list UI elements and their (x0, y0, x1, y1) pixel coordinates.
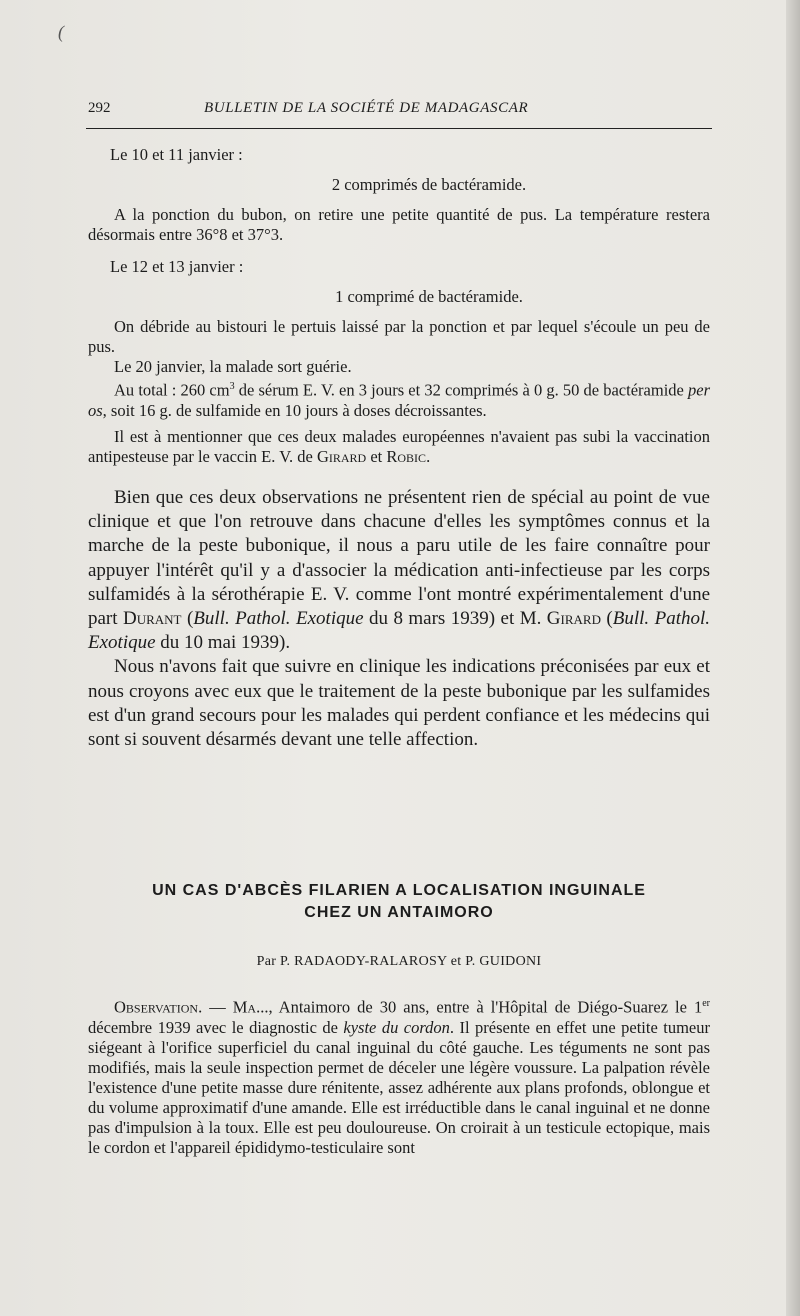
para-total (88, 377, 710, 421)
header-rule (86, 128, 712, 129)
running-title: BULLETIN DE LA SOCIÉTÉ DE MADAGASCAR (204, 100, 529, 116)
total-text-b: de sérum E. V. en 3 jours et 32 comprimés à 0 g. 50 de bactéramide (234, 380, 688, 400)
obs-text-a: , Antaimoro de 30 ans, entre à l'Hôpital de Diégo-Suarez le 1 (268, 997, 703, 1017)
patient-name: Ma... (232, 997, 269, 1017)
author-robic: Robic (386, 446, 427, 466)
observation-dash: — (202, 997, 233, 1017)
author-girard-2: Girard (546, 608, 601, 630)
dose-line-2: 1 comprimé de bactéramide. (335, 287, 523, 306)
para-debride: On débride au bistouri le pertuis laissé par la ponction et par lequel s'écoule un peu de pus. (88, 317, 710, 356)
page-edge-shadow (786, 0, 800, 1316)
case-notes (88, 145, 710, 467)
per-os: per os (88, 380, 710, 420)
discussion (88, 486, 710, 752)
para-sortie: Le 20 janvier, la malade sort guérie. (114, 357, 352, 376)
total-text-a: Au total : 260 cm (114, 380, 230, 400)
diagnosis: kyste du cordon (343, 1017, 450, 1037)
observation-para (88, 994, 710, 1158)
vacc-text: Il est à mentionner que ces deux malades européennes n'avaient pas subi la vaccination antipesteuse par le vaccin E. V. de (88, 426, 710, 466)
date-line-1: Le 10 et 11 janvier : (110, 145, 243, 164)
reference-2: Bull. Pathol. Exotique (88, 608, 711, 654)
running-header (88, 98, 712, 122)
article-title-line-2: CHEZ UN ANTAIMORO (304, 904, 494, 921)
page-number: 292 (88, 100, 111, 116)
obs-superscript: er (702, 998, 710, 1009)
p1-text-d: du 10 mai 1939). (155, 632, 291, 654)
p1-text-b: du 8 mars 1939) et M. (363, 608, 547, 630)
vacc-end: . (426, 446, 431, 466)
article-title-line-1: UN CAS D'ABCÈS FILARIEN A LOCALISATION INGUINALE (152, 882, 646, 899)
p1-text-a: Bien que ces deux observations ne présentent rien de spécial au point de vue clinique et que l'on retrouve dans chacune d'elles les symptômes connus et la marche de la peste bubonique, il nous a paru utile de les faire connaître pour appuyer l'intérêt qu'il y a d'associer la médication anti-infectieuse par les corps sulfamidés à la sérothérapie E. V. comme l'ont montré expérimentalement d'une part (88, 487, 710, 630)
obs-text-b: décembre 1939 avec le diagnostic de (88, 1017, 344, 1037)
discussion-para-1 (88, 486, 710, 655)
observation-label: Observation. (114, 997, 203, 1017)
article-authors: Par P. RADAODY-RALAROSY et P. GUIDONI (256, 954, 542, 969)
article-title (88, 880, 710, 924)
date-line-2: Le 12 et 13 janvier : (110, 257, 244, 276)
para-ponction: A la ponction du bubon, on retire une petite quantité de pus. La température restera désormais entre 36°8 et 37°3. (88, 205, 710, 244)
para-vaccination (88, 427, 710, 467)
discussion-para-2: Nous n'avons fait que suivre en clinique les indications préconisées par eux et nous croyons avec eux que le traitement de la peste bubonique par les sulfamides est d'un grand secours pour les malades qui perdent confiance et les médecins qui sont si souvent désarmés devant une telle affection. (88, 656, 710, 751)
total-superscript: 3 (229, 381, 235, 392)
dose-line-1: 2 comprimés de bactéramide. (331, 175, 527, 194)
margin-mark: ( (58, 22, 64, 42)
p1-open: ( (181, 608, 194, 630)
reference-1: Bull. Pathol. Exotique (193, 608, 364, 630)
vacc-et: et (366, 446, 387, 466)
total-text-c: , soit 16 g. de sulfamide en 10 jours à doses décroissantes. (102, 400, 487, 420)
observation (88, 994, 710, 1158)
author-durant: Durant (123, 608, 182, 630)
obs-text-c: . Il présente en effet une petite tumeur siégeant à l'orifice superficiel du canal inguinal du côté gauche. Les téguments ne sont pas modifiés, mais la seule inspection permet de déceler une légère voussure. La palpation révèle l'existence d'une petite masse dure rénitente, assez adhérente aux plans profonds, oblongue et du volume approximatif d'une amande. Elle est irréductible dans le canal inguinal et ne donne pas d'impulsion à la toux. Elle est peu douloureuse. On croirait à un testicule ectopique, mais le cordon et l'appareil épididymo-testiculaire sont (88, 1017, 710, 1157)
author-girard: Girard (316, 446, 367, 466)
p1-text-c: ( (600, 608, 613, 630)
